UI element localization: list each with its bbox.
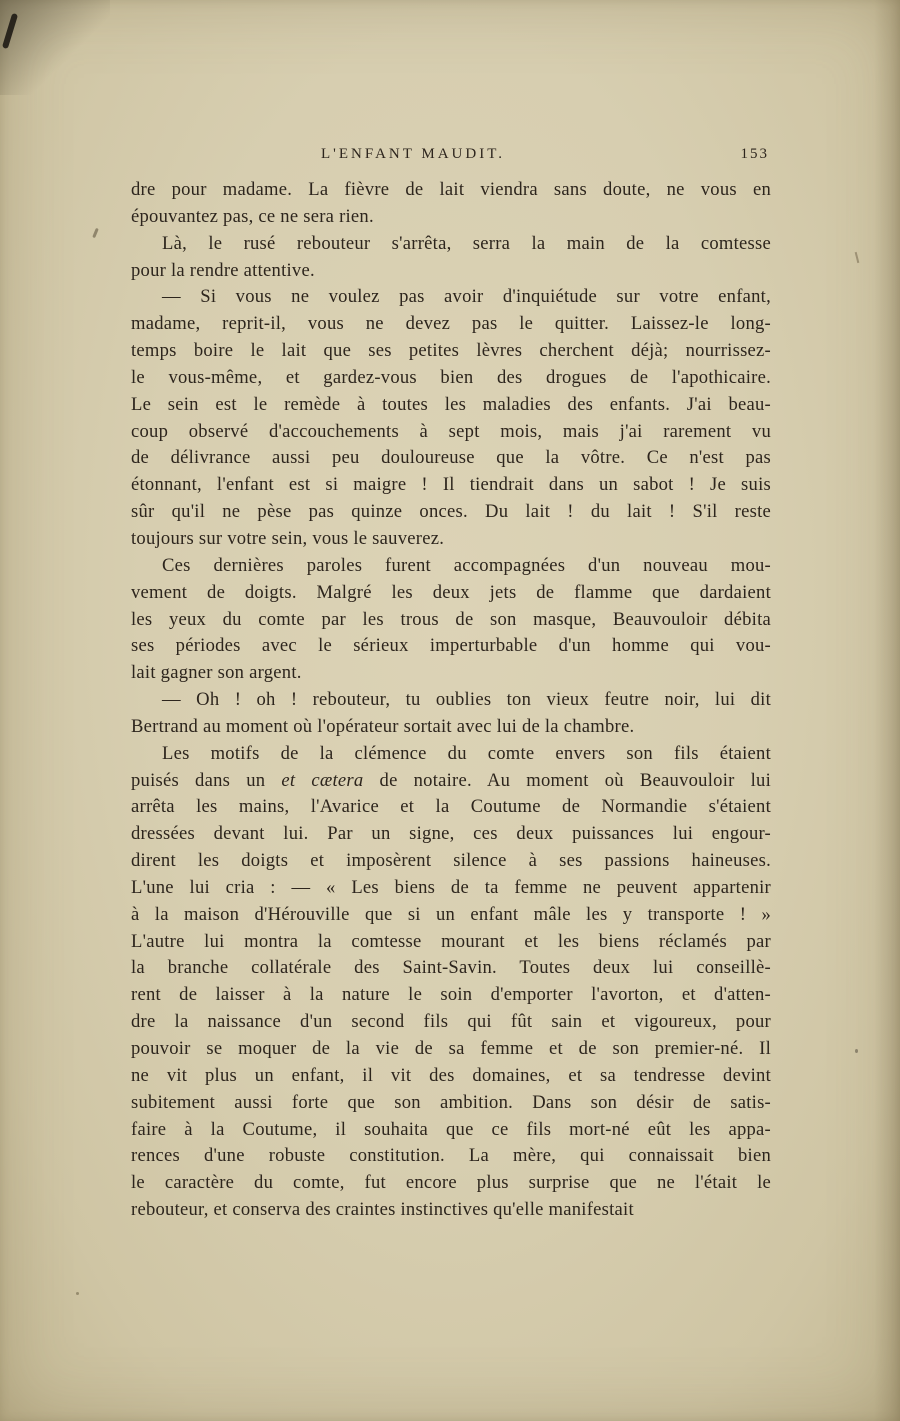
scan-corner-shadow bbox=[0, 0, 110, 95]
paper-blemish bbox=[855, 1049, 858, 1053]
text-line: les yeux du comte par les trous de son masque, Beauvouloir débita bbox=[131, 608, 771, 630]
text-line: temps boire le lait que ses petites lèvres cherchent déjà; nourrissez- bbox=[131, 340, 771, 362]
text-line: Le sein est le remède à toutes les maladies des enfants. J'ai beau- bbox=[131, 393, 771, 415]
paper-blemish bbox=[855, 252, 860, 263]
text-line: madame, reprit-il, vous ne devez pas le quitter. Laissez-le long- bbox=[131, 313, 771, 335]
paragraph bbox=[131, 741, 771, 1224]
text-line: coup observé d'accouchements à sept mois, mais j'ai rarement vu bbox=[131, 420, 771, 442]
text-line: arrêta les mains, l'Avarice et la Coutume de Normandie s'étaient bbox=[131, 796, 771, 818]
text-line: ne vit plus un enfant, il vit des domaines, et sa tendresse devint bbox=[131, 1064, 771, 1086]
text-line: pour la rendre attentive. bbox=[131, 259, 315, 281]
paragraph bbox=[131, 553, 771, 687]
text-line: lait gagner son argent. bbox=[131, 662, 302, 684]
text-line: dre pour madame. La fièvre de lait viendra sans doute, ne vous en bbox=[131, 179, 771, 200]
page-number: 153 bbox=[740, 146, 769, 162]
text-line: de délivrance aussi peu douloureuse que la vôtre. Ce n'est pas bbox=[131, 447, 771, 469]
text-line: le vous-même, et gardez-vous bien des drogues de l'apothicaire. bbox=[131, 366, 771, 388]
text-line: rent de laisser à la nature le soin d'emporter l'avorton, et d'atten- bbox=[131, 984, 771, 1006]
text-line: sûr qu'il ne pèse pas quinze onces. Du lait ! du lait ! S'il reste bbox=[131, 501, 771, 523]
paper-blemish bbox=[92, 228, 99, 238]
text-line: rebouteur, et conserva des craintes instinctives qu'elle manifestait bbox=[131, 1199, 634, 1221]
text-line: dirent les doigts et imposèrent silence à ses passions haineuses. bbox=[131, 850, 771, 872]
text-line: le caractère du comte, fut encore plus surprise que ne l'était le bbox=[131, 1172, 771, 1194]
paragraph bbox=[131, 231, 771, 285]
page-header bbox=[131, 146, 771, 164]
text-line: toujours sur votre sein, vous le sauverez. bbox=[131, 527, 445, 549]
running-title: L'ENFANT MAUDIT. bbox=[320, 146, 506, 162]
text-line: rences d'une robuste constitution. La mère, qui connaissait bien bbox=[131, 1145, 771, 1167]
text-line: puisés dans un et cætera de notaire. Au moment où Beauvouloir lui bbox=[131, 769, 771, 791]
text-line: Ces dernières paroles furent accompagnées d'un nouveau mou- bbox=[162, 554, 771, 576]
text-line: dressées devant lui. Par un signe, ces deux puissances lui engour- bbox=[131, 823, 771, 845]
paragraph bbox=[131, 284, 771, 552]
text-line: la branche collatérale des Saint-Savin. Toutes deux lui conseillè- bbox=[131, 957, 771, 979]
text-line: L'autre lui montra la comtesse mourant et les biens réclamés par bbox=[131, 930, 771, 952]
text-line: — Oh ! oh ! rebouteur, tu oublies ton vieux feutre noir, lui dit bbox=[162, 689, 771, 711]
text-line: épouvantez pas, ce ne sera rien. bbox=[131, 205, 374, 227]
paper-blemish bbox=[76, 1292, 79, 1295]
text-line: subitement aussi forte que son ambition. Dans son désir de satis- bbox=[131, 1091, 771, 1113]
paragraph bbox=[131, 177, 771, 231]
text-line: Les motifs de la clémence du comte envers son fils étaient bbox=[162, 742, 771, 764]
text-line: étonnant, l'enfant est si maigre ! Il tiendrait dans un sabot ! Je suis bbox=[131, 474, 771, 496]
text-line: à la maison d'Hérouville que si un enfant mâle les y transporte ! » bbox=[131, 903, 771, 925]
text-line: ses périodes avec le sérieux imperturbable d'un homme qui vou- bbox=[131, 635, 771, 657]
text-block bbox=[131, 146, 771, 1224]
text-line: — Si vous ne voulez pas avoir d'inquiétude sur votre enfant, bbox=[162, 286, 771, 308]
paragraph bbox=[131, 687, 771, 741]
paper-blemish bbox=[2, 13, 18, 49]
text-line: Là, le rusé rebouteur s'arrêta, serra la main de la comtesse bbox=[162, 232, 771, 254]
text-line: vement de doigts. Malgré les deux jets de flamme que dardaient bbox=[131, 581, 771, 603]
text-line: faire à la Coutume, il souhaita que ce fils mort-né eût les appa- bbox=[131, 1118, 771, 1140]
text-line: Bertrand au moment où l'opérateur sortait avec lui de la chambre. bbox=[131, 715, 635, 737]
scan-edge-shadow bbox=[874, 0, 900, 1421]
page-body bbox=[131, 177, 771, 1224]
text-line: pouvoir se moquer de la vie de sa femme et de son premier-né. Il bbox=[131, 1038, 771, 1059]
text-line: L'une lui cria : — « Les biens de ta femme ne peuvent appartenir bbox=[131, 876, 771, 898]
text-line: dre la naissance d'un second fils qui fût sain et vigoureux, pour bbox=[131, 1011, 771, 1033]
